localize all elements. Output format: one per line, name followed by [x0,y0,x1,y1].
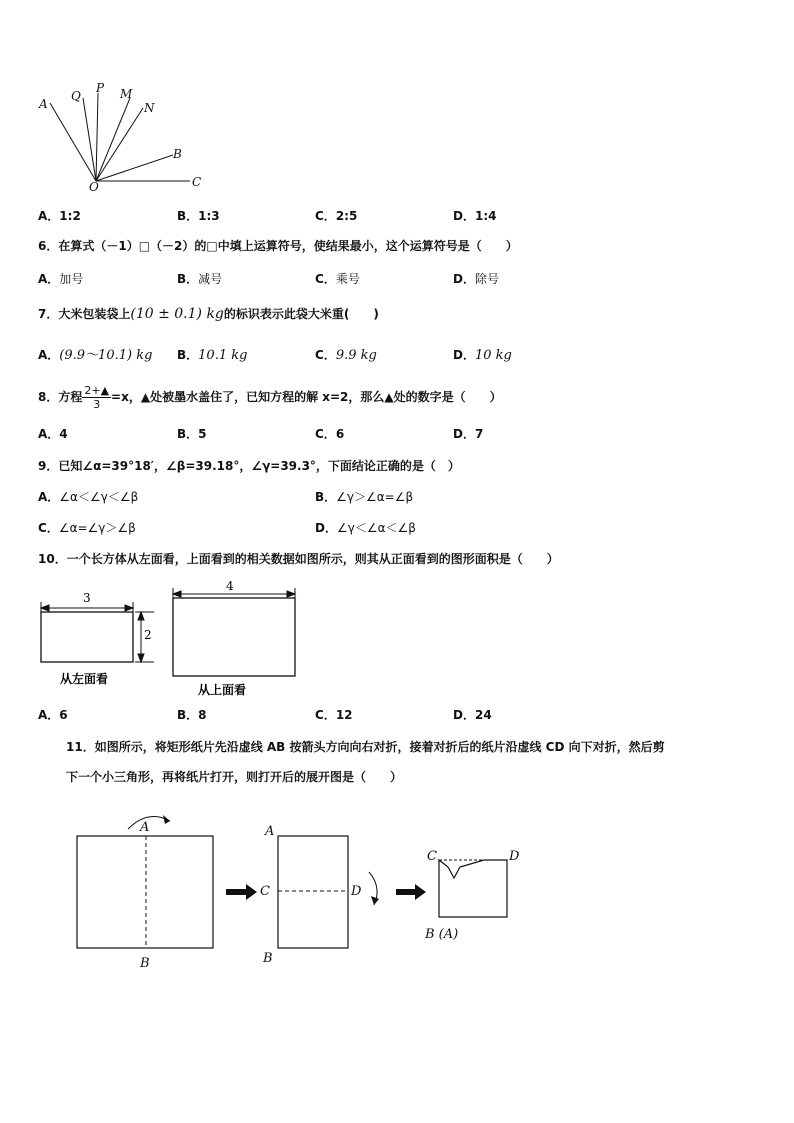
q9-stem: 9．已知∠α=39°18′，∠β=39.18°，∠γ=39.3°，下面结论正确的是（ ） [38,459,460,473]
q5-option-a[interactable]: A．1:2 [38,209,81,223]
q8-option-a[interactable]: A．4 [38,427,68,441]
left-width-label: 3 [83,591,91,605]
ray-OA [50,103,96,181]
q8-frac-den: 3 [93,398,101,411]
q9-option-b[interactable]: B．∠γ＞∠α=∠β [315,490,414,504]
ray-OM [96,98,130,181]
step2-label-C: C [260,884,270,899]
q8-stem-pre: 8．方程 [38,390,83,404]
q11-stem-line1: 11．如图所示，将矩形纸片先沿虚线 AB 按箭头方向向右对折，接着对折后的纸片沿虚线 CD 向下对折，然后剪 [66,740,665,754]
left-view-rect [41,612,133,662]
q11-fold-figure [70,805,540,975]
q8-option-d[interactable]: D．7 [453,427,484,441]
q11-stem-line2: 下一个小三角形，再将纸片打开，则打开后的展开图是（ ） [66,770,403,784]
top-view-caption: 从上面看 [198,683,247,697]
q8-frac-num: 2+▲ [84,384,110,397]
ray-OQ [83,98,96,181]
step2-label-A: A [265,824,275,839]
step1-label-B: B [140,956,150,971]
q10-stem: 10．一个长方体从左面看，上面看到的相关数据如图所示，则其从正面看到的图形面积是（ ） [38,552,559,566]
ray-OB [96,155,173,181]
q5-option-b[interactable]: B．1:3 [177,209,220,223]
q10-top-view-figure [168,580,303,700]
q5-option-c[interactable]: C．2:5 [315,209,358,223]
step2-label-D: D [351,884,362,899]
q10-left-view-figure [36,588,161,688]
step3-label-BA: B (A) [425,927,459,942]
q9-option-a[interactable]: A．∠α＜∠γ＜∠β [38,490,139,504]
angle-figure [30,78,220,196]
arrow-right-1 [226,884,257,900]
q8-stem-post: =x，▲处被墨水盖住了，已知方程的解 x=2，那么▲处的数字是（ ） [111,390,502,404]
step3-cut-shape [439,860,507,917]
q10-option-d[interactable]: D．24 [453,708,492,722]
label-O: O [89,180,99,194]
q9-option-c[interactable]: C．∠α=∠γ＞∠β [38,521,136,535]
q6-stem: 6．在算式（－1）□（－2）的□中填上运算符号，使结果最小，这个运算符号是（ ） [38,239,518,253]
q7-stem-post: 的标识表示此袋大米重( ) [223,307,379,321]
step2-label-B: B [263,951,273,966]
q7-option-d[interactable]: D．10 kg [453,348,512,363]
step1-label-A: A [140,820,150,835]
label-B: B [173,147,182,161]
ray-OP [96,93,98,181]
q8-stem [38,380,502,414]
q10-option-c[interactable]: C．12 [315,708,353,722]
top-width-label: 4 [226,580,234,593]
label-P: P [96,81,105,95]
q6-option-a[interactable]: A．加号 [38,272,84,286]
step1-rect [77,836,213,948]
q9-option-d[interactable]: D．∠γ＜∠α＜∠β [315,521,416,535]
ray-ON [96,108,143,181]
q8-fraction [82,384,111,411]
q7-stem-pre: 7．大米包装袋上 [38,307,131,321]
q7-stem-math: (10 ± 0.1) kg [130,306,224,322]
label-N: N [144,101,155,115]
q10-option-a[interactable]: A．6 [38,708,68,722]
left-height-label: 2 [144,628,152,642]
q7-option-a[interactable]: A．(9.9～10.1) kg [38,348,153,363]
step3-label-C: C [427,849,437,864]
q7-option-c[interactable]: C．9.9 kg [315,348,377,363]
arrow-right-2 [396,884,426,900]
step2-rect [278,836,348,948]
q5-option-d[interactable]: D．1:4 [453,209,497,223]
q10-option-b[interactable]: B．8 [177,708,207,722]
step3-label-D: D [509,849,520,864]
top-view-rect [173,598,295,676]
label-C: C [192,175,202,189]
q6-option-c[interactable]: C．乘号 [315,272,360,286]
q6-option-d[interactable]: D．除号 [453,272,499,286]
q8-option-c[interactable]: C．6 [315,427,345,441]
q7-option-b[interactable]: B．10.1 kg [177,348,248,363]
label-A: A [39,97,48,111]
q8-option-b[interactable]: B．5 [177,427,207,441]
q7-stem [38,306,379,322]
label-M: M [120,87,133,101]
q6-option-b[interactable]: B．减号 [177,272,223,286]
left-view-caption: 从左面看 [60,672,109,686]
label-Q: Q [71,89,81,103]
